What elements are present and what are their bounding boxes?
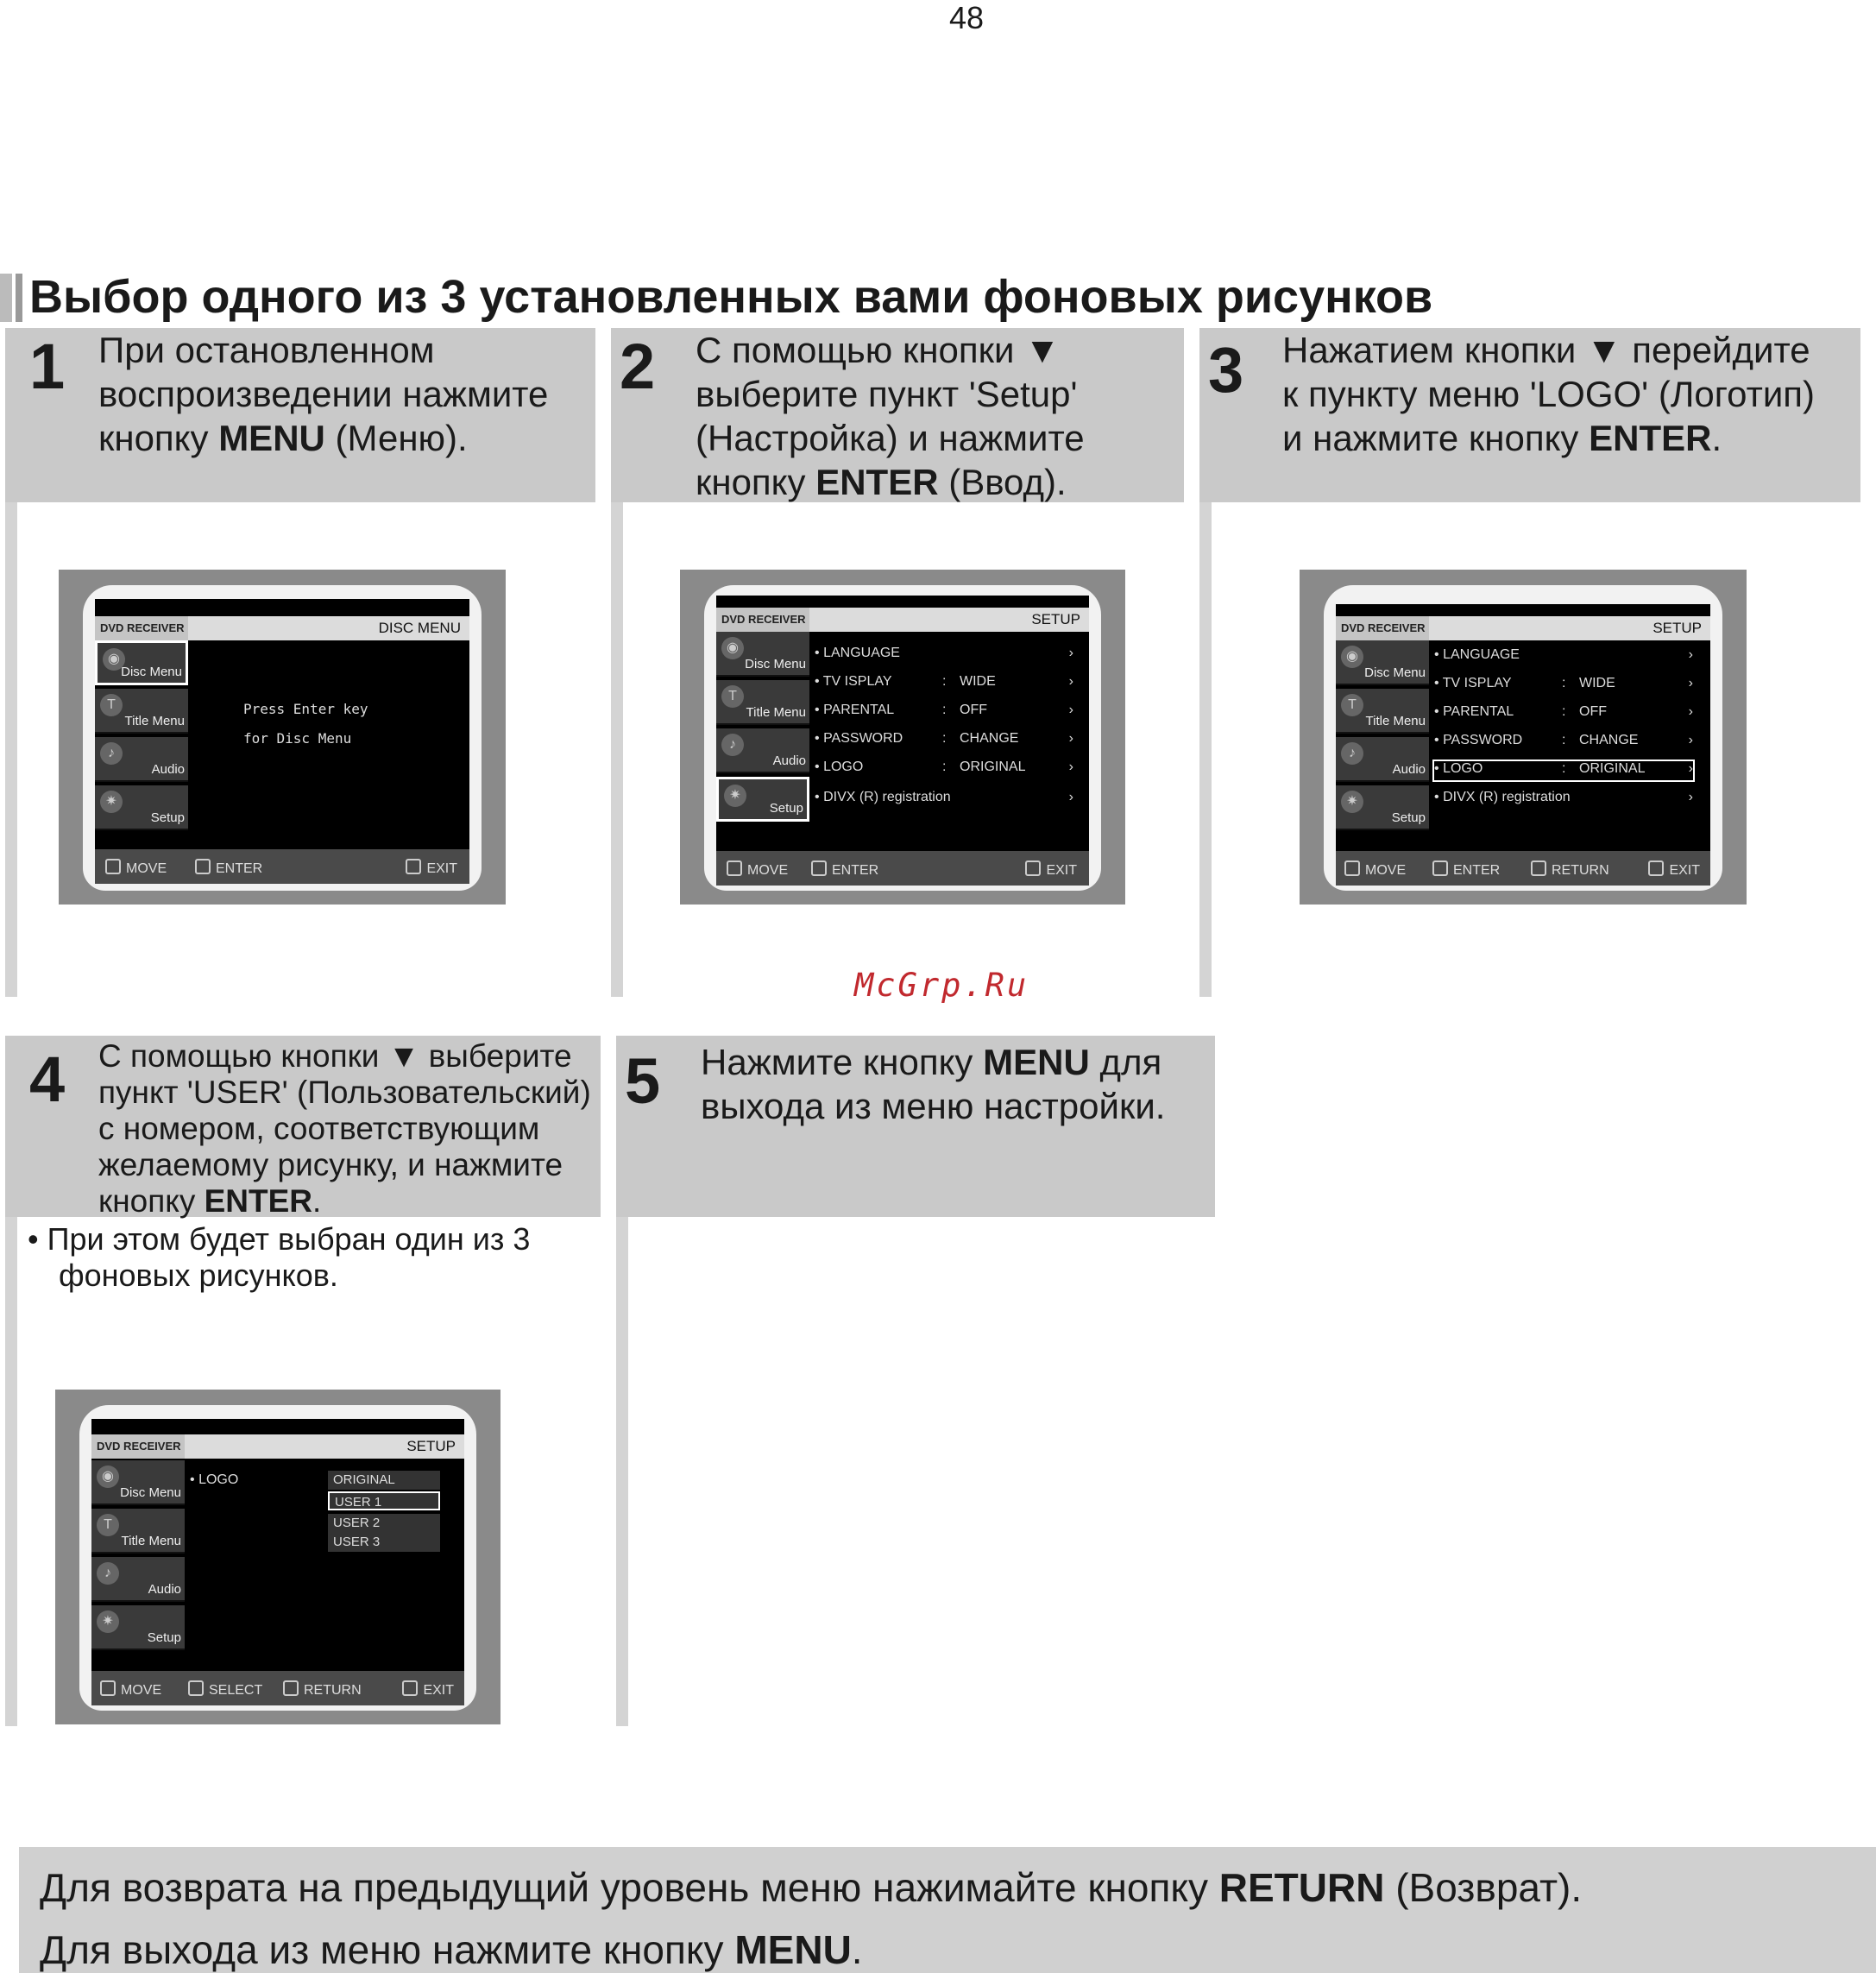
gear-icon: ✷ [1341,791,1363,813]
gear-icon: ✷ [724,785,746,807]
title-icon: T [97,1514,119,1536]
screen-3: DVD RECEIVER SETUP ◉ Disc Menu T Title Menu ♪ Audio ✷ Setup • LANGUAGE › • TV ISPLAY : WIDE › • PARENTAL : OFF › • PASSWORD : CHANGE › • LOGO : ORIGINAL › • DIVX (R) registration › MOVE ENTER RETURN EXIT [1336,604,1710,886]
logo-row-selected: • LOGO : ORIGINAL › [1434,761,1693,780]
gear-icon: ✷ [97,1611,119,1633]
screen-2-frame [680,570,1125,905]
title-accent [0,274,12,322]
disc-icon: ◉ [1341,646,1363,668]
step-1-text: При остановленном воспроизведении нажмите кнопку MENU (Меню). [98,330,549,458]
step-3-text: Нажатием кнопки ▼ перейдите к пункту меню 'LOGO' (Логотип) и нажмите кнопку ENTER. [1282,330,1816,458]
logo-options: ORIGINAL USER 1 USER 2 USER 3 [328,1471,445,1566]
title-icon: T [721,685,744,708]
title-icon: T [100,694,123,716]
bottom-note: Для возврата на предыдущий уровень меню нажимайте кнопку RETURN (Возврат). Для выхода из меню нажмите кнопку MENU. [19,1847,1876,1973]
title-icon: T [1341,694,1363,716]
screen-4: DVD RECEIVER SETUP ◉ Disc Menu T Title Menu ♪ Audio ✷ Setup • LOGO ORIGINAL USER 1 USER 2 USER 3 MOVE SELECT RETURN EXIT [91,1419,464,1705]
watermark: McGrp.Ru [854,967,1029,1004]
page-number: 48 [948,0,985,35]
screen-1-frame [59,570,506,905]
speaker-icon: ♪ [97,1562,119,1585]
step-5-text: Нажмите кнопку MENU для выхода из меню настройки. [701,1042,1166,1126]
title-accent [16,274,22,322]
step-2-number: 2 [620,331,656,402]
step-5-number: 5 [625,1045,661,1117]
screen-3-frame [1300,570,1747,905]
step-3-number: 3 [1208,334,1244,406]
disc-icon: ◉ [721,637,744,659]
step-2-text: С помощью кнопки ▼ выберите пункт 'Setup' (Настройка) и нажмите кнопку ENTER (Ввод). [696,330,1085,502]
page-title: Выбор одного из 3 установленных вами фоновых рисунков [29,271,1433,323]
screen-1: DVD RECEIVER DISC MENU ◉ Disc Menu T Title Menu ♪ Audio ✷ Setup Press Enter key for Disc Menu MOVE ENTER EXIT [95,599,469,884]
screen-2: DVD RECEIVER SETUP ◉ Disc Menu T Title Menu ♪ Audio ✷ Setup • LANGUAGE › • TV ISPLAY : WIDE › • PARENTAL : OFF › • PASSWORD : CHANGE › • LOGO : ORIGINAL › • DIVX (R) registration › MOVE ENTER EXIT [716,596,1089,886]
disc-icon: ◉ [103,648,125,671]
speaker-icon: ♪ [100,742,123,765]
speaker-icon: ♪ [1341,742,1363,765]
speaker-icon: ♪ [721,734,744,756]
step-1-number: 1 [29,331,66,402]
step-4-number: 4 [29,1043,66,1115]
note-bullet: • При этом будет выбран один из 3 фоновых рисунков. [28,1221,531,1293]
screen-4-frame [55,1390,500,1724]
disc-icon: ◉ [97,1466,119,1488]
gear-icon: ✷ [100,791,123,813]
step-4-text: С помощью кнопки ▼ выберите пункт 'USER' (Пользовательский) с номером, соответствующим желаемому рисунку, и нажмите кнопку ENTER. [98,1038,591,1219]
